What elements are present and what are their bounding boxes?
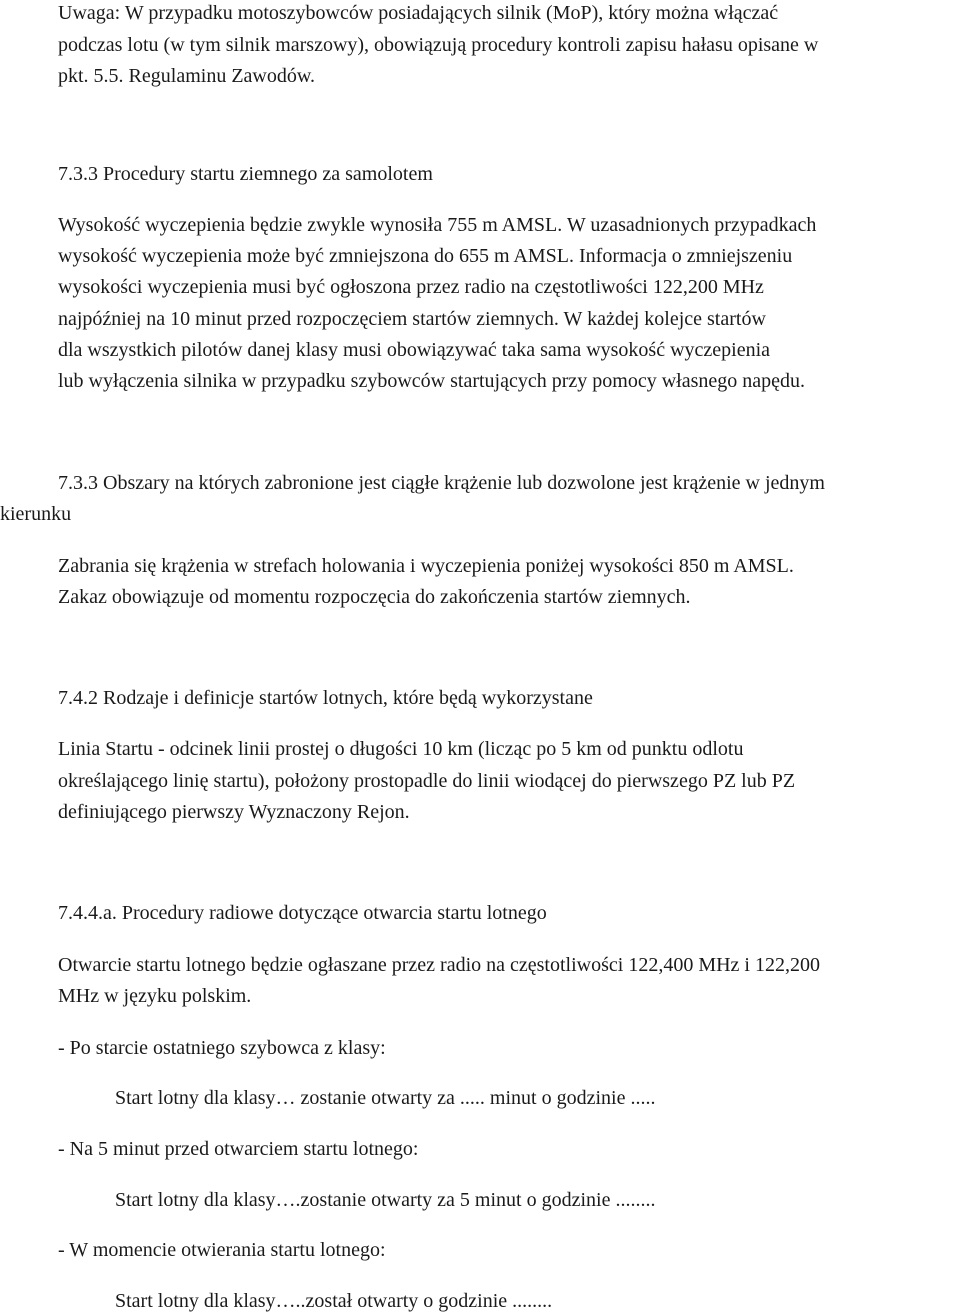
section-742-line-1: Linia Startu - odcinek linii prostej o długości 10 km (licząc po 5 km od punktu odlotu <box>58 738 744 760</box>
section-733b-heading-line-2: kierunku <box>0 503 72 525</box>
step-3-label: - W momencie otwierania startu lotnego: <box>58 1239 386 1261</box>
note-line-2: podczas lotu (w tym silnik marszowy), obowiązują procedury kontroli zapisu hałasu opisane w <box>58 34 819 56</box>
note-line-1: Uwaga: W przypadku motoszybowców posiadających silnik (MoP), który można włączać <box>58 2 779 24</box>
step-1-label: - Po starcie ostatniego szybowca z klasy: <box>58 1037 386 1059</box>
section-744a-line-1: Otwarcie startu lotnego będzie ogłaszane przez radio na częstotliwości 122,400 MHz i 122,200 <box>58 954 820 976</box>
section-742-line-3: definiującego pierwszy Wyznaczony Rejon. <box>58 801 410 823</box>
step-3-message: Start lotny dla klasy…..został otwarty o godzinie ........ <box>115 1290 553 1312</box>
section-744a-line-2: MHz w języku polskim. <box>58 985 252 1007</box>
section-733b-line-1: Zabrania się krążenia w strefach holowania i wyczepienia poniżej wysokości 850 m AMSL. <box>58 555 794 577</box>
section-733b-heading-line-1: 7.3.3 Obszary na których zabronione jest ciągłe krążenie lub dozwolone jest krążenie w jednym <box>58 472 825 494</box>
step-2-label: - Na 5 minut przed otwarciem startu lotnego: <box>58 1138 419 1160</box>
section-733a-line-1: Wysokość wyczepienia będzie zwykle wynosiła 755 m AMSL. W uzasadnionych przypadkach <box>58 214 817 236</box>
section-733a-line-2: wysokość wyczepienia może być zmniejszona do 655 m AMSL. Informacja o zmniejszeniu <box>58 245 793 267</box>
section-733a-heading: 7.3.3 Procedury startu ziemnego za samolotem <box>58 163 433 185</box>
section-742-heading: 7.4.2 Rodzaje i definicje startów lotnych, które będą wykorzystane <box>58 687 593 709</box>
section-733b-line-2: Zakaz obowiązuje od momentu rozpoczęcia do zakończenia startów ziemnych. <box>58 586 691 608</box>
step-2-message: Start lotny dla klasy….zostanie otwarty za 5 minut o godzinie ........ <box>115 1189 656 1211</box>
note-line-3: pkt. 5.5. Regulaminu Zawodów. <box>58 65 316 87</box>
section-733a-line-4: najpóźniej na 10 minut przed rozpoczęciem startów ziemnych. W każdej kolejce startów <box>58 308 766 330</box>
section-733a-line-5: dla wszystkich pilotów danej klasy musi obowiązywać taka sama wysokość wyczepienia <box>58 339 771 361</box>
section-733a-line-6: lub wyłączenia silnika w przypadku szybowców startujących przy pomocy własnego napędu. <box>58 370 805 392</box>
section-742-line-2: określającego linię startu), położony prostopadle do linii wiodącej do pierwszego PZ lub PZ <box>58 770 796 792</box>
section-744a-heading: 7.4.4.a. Procedury radiowe dotyczące otwarcia startu lotnego <box>58 902 547 924</box>
section-733a-line-3: wysokości wyczepienia musi być ogłoszona przez radio na częstotliwości 122,200 MHz <box>58 276 764 298</box>
step-1-message: Start lotny dla klasy… zostanie otwarty za ..... minut o godzinie ..... <box>115 1087 656 1109</box>
